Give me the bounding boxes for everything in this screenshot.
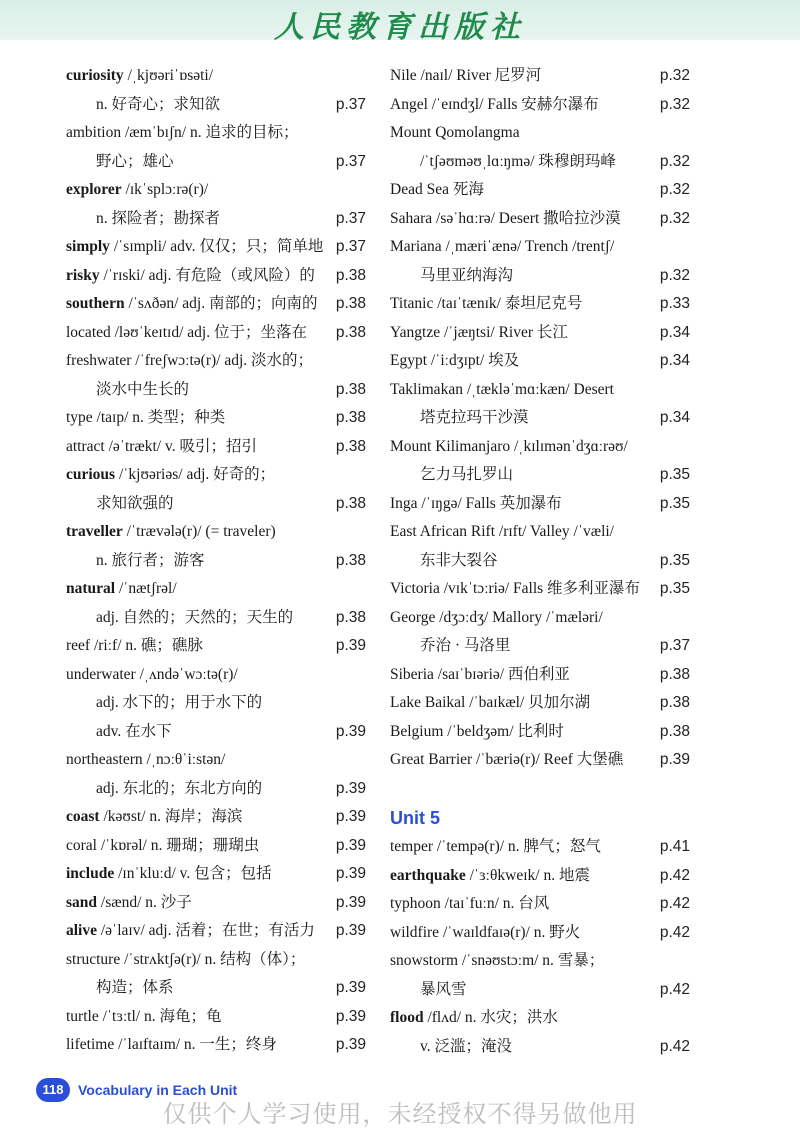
entry-text: [66, 803, 242, 832]
page-reference: p.38: [335, 494, 366, 512]
vocab-line: [390, 233, 690, 262]
entry-definition: /sænd/ n. 沙子: [97, 893, 192, 911]
vocab-line: [66, 860, 366, 889]
entry-definition: /flʌd/ n. 水灾；洪水: [423, 1009, 558, 1026]
entry-definition: lifetime /ˈlaɪftaɪm/ n. 一生；终身: [66, 1036, 277, 1053]
entry-definition: 构造；体系: [96, 979, 174, 996]
page-reference: p.35: [659, 466, 690, 483]
entry-text: [66, 290, 317, 319]
entry-definition: freshwater /ˈfreʃwɔːtə(r)/ adj. 淡水的；: [66, 352, 314, 369]
entry-text: [390, 947, 604, 976]
vocab-line: [66, 718, 366, 747]
vocab-line: [66, 832, 366, 861]
entry-definition: Inga /ˈɪŋgə/ Falls 英加瀑布: [390, 494, 562, 512]
entry-definition: Taklimakan /ˌtækləˈmɑːkæn/ Desert: [390, 380, 614, 398]
page-reference: p.38: [659, 694, 690, 711]
entry-definition: located /ləʊˈkeɪtɪd/ adj. 位于；坐落在: [66, 323, 307, 341]
entry-definition: Mariana /ˌmæriˈænə/ Trench /trentʃ/: [390, 238, 615, 255]
entry-definition: reef /riːf/ n. 礁；礁脉: [66, 637, 203, 654]
entry-text: [390, 1004, 558, 1033]
vocab-column-right: [390, 62, 690, 1061]
page-reference: p.38: [335, 608, 366, 626]
vocab-line: [66, 290, 366, 319]
entry-definition: Nile /naɪl/ River 尼罗河: [390, 67, 542, 84]
vocab-line: [390, 490, 690, 519]
vocab-line: [66, 946, 366, 975]
entry-text: [390, 661, 570, 690]
entry-text: [390, 205, 621, 234]
entry-text: [390, 518, 614, 547]
vocab-line: [390, 1004, 690, 1033]
page-reference: p.39: [335, 836, 366, 854]
entry-text: [390, 689, 590, 718]
entry-text: [66, 832, 259, 861]
vocab-line: [66, 433, 366, 462]
page-reference: p.38: [659, 722, 690, 740]
vocab-line: [66, 262, 366, 291]
entry-text: [66, 91, 220, 120]
vocab-line: [390, 518, 690, 547]
entry-text: [66, 860, 272, 889]
headword: simply: [66, 238, 110, 255]
vocab-line: [66, 319, 366, 348]
entry-definition: /kəʊst/ n. 海岸；海滨: [99, 808, 243, 825]
header-band: [0, 0, 800, 45]
page-reference: p.32: [659, 67, 690, 84]
headword: traveller: [66, 523, 123, 540]
page-reference: p.32: [659, 95, 690, 113]
headword: curiosity: [66, 67, 124, 84]
entry-definition: temper /ˈtempə(r)/ n. 脾气；怒气: [390, 838, 601, 855]
headword: natural: [66, 580, 116, 597]
unit-heading: Unit 5: [390, 808, 441, 828]
headword: curious: [66, 466, 116, 483]
vocab-line: [390, 976, 690, 1005]
entry-definition: 乞力马扎罗山: [420, 466, 514, 483]
entry-text: [390, 632, 510, 661]
entry-definition: structure /ˈstrʌktʃə(r)/ n. 结构（体）；: [66, 950, 306, 968]
vocab-line: [66, 404, 366, 433]
entry-text: [66, 62, 213, 91]
page-reference: p.39: [335, 722, 366, 740]
entry-definition: Great Barrier /ˈbæriə(r)/ Reef 大堡礁: [390, 751, 624, 768]
entry-definition: /əˈlaɪv/ adj. 活着；在世；有活力: [97, 922, 315, 939]
entry-text: [66, 119, 299, 148]
vocab-line: [390, 661, 690, 690]
entry-definition: turtle /ˈtɜːtl/ n. 海龟；龟: [66, 1007, 222, 1025]
page-reference: p.38: [335, 551, 366, 569]
vocab-line: [66, 661, 366, 690]
entry-text: [390, 319, 568, 348]
entry-text: [66, 946, 305, 975]
entry-text: [390, 718, 564, 747]
vocab-line: [66, 347, 366, 376]
vocab-line: [390, 205, 690, 234]
page-reference: p.37: [335, 209, 366, 227]
entry-text: [390, 1033, 512, 1062]
vocab-line: [66, 62, 366, 91]
entry-definition: 乔治 · 马洛里: [420, 637, 511, 654]
vocab-line: [390, 119, 690, 148]
page-reference: p.39: [335, 1036, 366, 1053]
entry-definition: /ˈtʃəʊməʊˌlɑːŋmə/ 珠穆朗玛峰: [420, 152, 616, 170]
vocab-line: [66, 91, 366, 120]
vocab-line: [66, 803, 366, 832]
entry-definition: ambition /æmˈbɪʃn/ n. 追求的目标；: [66, 124, 299, 141]
page-reference: p.39: [335, 779, 366, 797]
entry-text: [66, 518, 276, 547]
vocab-line: [390, 290, 690, 319]
entry-definition: 野心；雄心: [96, 152, 174, 170]
entry-text: [66, 1003, 221, 1032]
entry-definition: adv. 在水下: [96, 722, 172, 740]
headword: sand: [66, 893, 98, 911]
vocab-line: [390, 833, 690, 862]
page-reference: p.42: [659, 1037, 690, 1055]
entry-text: [390, 604, 603, 633]
page-reference: p.39: [335, 979, 366, 996]
page-reference: p.42: [659, 895, 690, 912]
entry-definition: East African Rift /rɪft/ Valley /ˈvæli/: [390, 523, 614, 540]
page-reference: p.39: [335, 637, 366, 654]
vocab-line: [66, 889, 366, 918]
vocab-line: [390, 604, 690, 633]
vocab-line: [66, 917, 366, 946]
entry-text: [66, 604, 293, 633]
page-reference: p.37: [335, 95, 366, 113]
page-reference: p.39: [335, 808, 366, 825]
entry-definition: Lake Baikal /ˈbaɪkæl/ 贝加尔湖: [390, 694, 591, 711]
vocab-line: [390, 262, 690, 291]
page-reference: p.35: [659, 494, 690, 512]
entry-text: [66, 262, 315, 291]
entry-definition: adj. 东北的；东北方向的: [96, 779, 263, 797]
page-reference: p.38: [335, 323, 366, 341]
vocab-line: [390, 746, 690, 775]
entry-definition: Siberia /saɪˈbɪəriə/ 西伯利亚: [390, 665, 570, 683]
vocab-column-left: [66, 62, 366, 1060]
entry-text: [66, 775, 262, 804]
vocab-line: [66, 148, 366, 177]
entry-text: [66, 974, 174, 1003]
vocab-line: [390, 176, 690, 205]
entry-text: [390, 262, 513, 291]
vocab-line: [390, 575, 690, 604]
vocab-line: [66, 490, 366, 519]
vocab-line: [66, 1031, 366, 1060]
entry-definition: Victoria /vɪkˈtɔːriə/ Falls 维多利亚瀑布: [390, 580, 641, 597]
page-reference: p.34: [659, 409, 690, 426]
entry-definition: 塔克拉玛干沙漠: [420, 409, 529, 426]
entry-text: [390, 547, 498, 576]
page-reference: p.32: [659, 266, 690, 284]
vocab-line: [390, 689, 690, 718]
entry-text: [390, 490, 562, 519]
entry-text: [390, 290, 582, 319]
entry-text: [66, 632, 203, 661]
headword: flood: [390, 1009, 424, 1026]
entry-text: [66, 746, 225, 775]
section-title: Vocabulary in Each Unit: [78, 1082, 238, 1098]
entry-text: [66, 205, 220, 234]
entry-text: [66, 547, 205, 576]
entry-text: [390, 575, 640, 604]
entry-definition: /ˈkjʊəriəs/ adj. 好奇的；: [115, 466, 276, 483]
entry-definition: 暴风雪: [420, 980, 467, 998]
entry-text: [66, 376, 189, 405]
entry-definition: Titanic /taɪˈtænɪk/ 泰坦尼克号: [390, 295, 583, 312]
entry-text: [66, 889, 192, 918]
entry-definition: Belgium /ˈbeldʒəm/ 比利时: [390, 722, 564, 740]
page-reference: p.38: [335, 380, 366, 398]
page-number-badge: 118: [36, 1078, 70, 1102]
vocab-line: [390, 862, 690, 891]
entry-text: [390, 91, 599, 120]
entry-definition: 东非大裂谷: [420, 551, 498, 569]
vocab-line: [66, 632, 366, 661]
spacer: [390, 775, 690, 804]
entry-definition: 淡水中生长的: [96, 380, 190, 398]
entry-definition: Sahara /səˈhɑːrə/ Desert 撒哈拉沙漠: [390, 209, 621, 227]
vocab-line: [66, 974, 366, 1003]
headword: southern: [66, 295, 125, 312]
entry-text: [66, 233, 323, 262]
page-reference: p.38: [659, 665, 690, 683]
entry-definition: Mount Qomolangma: [390, 124, 520, 141]
entry-text: [390, 833, 601, 862]
page-reference: p.39: [335, 893, 366, 911]
entry-text: [390, 233, 614, 262]
publisher-logo: 人民教育出版社: [274, 10, 526, 45]
page-reference: p.35: [659, 551, 690, 569]
entry-text: [390, 746, 623, 775]
vocab-line: [66, 233, 366, 262]
page-reference: p.41: [659, 838, 690, 855]
page-reference: p.38: [335, 295, 366, 312]
entry-text: [66, 319, 307, 348]
entry-text: [390, 919, 580, 948]
vocab-line: [390, 461, 690, 490]
entry-text: [66, 490, 174, 519]
entry-definition: /ˈrɪski/ adj. 有危险（或风险）的: [99, 266, 315, 284]
page-reference: p.37: [335, 152, 366, 170]
vocab-line: [66, 746, 366, 775]
entry-definition: adj. 自然的；天然的；天生的: [96, 608, 294, 626]
entry-definition: 马里亚纳海沟: [420, 266, 514, 284]
entry-text: [390, 148, 616, 177]
vocab-line: [390, 62, 690, 91]
vocab-line: [390, 376, 690, 405]
page-reference: p.37: [659, 637, 690, 654]
page-reference: p.35: [659, 580, 690, 597]
entry-text: [66, 148, 174, 177]
page-reference: p.32: [659, 181, 690, 198]
vocab-line: [390, 547, 690, 576]
entry-definition: adj. 水下的；用于水下的: [96, 694, 263, 711]
entry-definition: n. 旅行者；游客: [96, 551, 205, 569]
page-reference: p.32: [659, 209, 690, 227]
vocab-line: [390, 890, 690, 919]
entry-definition: Angel /ˈeɪndʒl/ Falls 安赫尔瀑布: [390, 95, 599, 113]
page-reference: p.38: [335, 437, 366, 455]
vocab-line: [66, 775, 366, 804]
headword: alive: [66, 922, 97, 939]
watermark: 仅供个人学习使用，未经授权不得另做他用: [162, 1100, 638, 1128]
entry-definition: typhoon /taɪˈfuːn/ n. 台风: [390, 895, 550, 912]
entry-definition: /ˈsʌðən/ adj. 南部的；向南的: [124, 295, 318, 312]
page-reference: p.38: [335, 266, 366, 284]
headword: earthquake: [390, 866, 466, 884]
entry-text: [390, 433, 628, 462]
entry-definition: Yangtze /ˈjæŋtsi/ River 长江: [390, 323, 568, 341]
entry-text: [66, 1031, 277, 1060]
vocab-line: [390, 347, 690, 376]
page-reference: p.42: [659, 866, 690, 884]
headword: risky: [66, 266, 100, 284]
entry-definition: n. 好奇心；求知欲: [96, 95, 221, 113]
vocab-line: [66, 575, 366, 604]
vocab-line: [66, 119, 366, 148]
entry-definition: type /taɪp/ n. 类型；种类: [66, 409, 226, 426]
entry-definition: /ˈnætʃrəl/: [115, 580, 177, 597]
entry-definition: n. 探险者；勘探者: [96, 209, 221, 227]
entry-definition: coral /ˈkɒrəl/ n. 珊瑚；珊瑚虫: [66, 836, 260, 854]
page-reference: p.39: [335, 922, 366, 939]
entry-text: [390, 862, 590, 891]
entry-text: [390, 976, 467, 1005]
entry-text: [66, 718, 172, 747]
vocab-line: [390, 919, 690, 948]
vocab-line: [390, 404, 690, 433]
entry-text: [390, 119, 520, 148]
vocab-line: [390, 947, 690, 976]
vocab-line: [390, 148, 690, 177]
vocab-line: [390, 632, 690, 661]
vocab-line: [66, 176, 366, 205]
vocab-line: [66, 461, 366, 490]
entry-definition: /ˌkjʊəriˈɒsəti/: [123, 67, 214, 84]
page-reference: p.42: [659, 923, 690, 941]
entry-definition: attract /əˈtrækt/ v. 吸引；招引: [66, 437, 257, 455]
entry-text: [390, 347, 519, 376]
vocab-line: [66, 376, 366, 405]
entry-definition: wildfire /ˈwaɪldfaɪə(r)/ n. 野火: [390, 923, 581, 941]
entry-text: [66, 176, 208, 205]
page-reference: p.34: [659, 323, 690, 341]
entry-definition: /ɪnˈkluːd/ v. 包含；包括: [114, 865, 272, 882]
vocab-line: [66, 205, 366, 234]
entry-definition: northeastern /ˌnɔːθˈiːstən/: [66, 751, 226, 768]
vocab-line: [66, 547, 366, 576]
entry-text: [390, 62, 541, 91]
page-reference: p.39: [335, 865, 366, 882]
entry-definition: /ˈtrævələ(r)/ (= traveler): [122, 523, 276, 540]
page-reference: p.38: [335, 409, 366, 426]
entry-text: [390, 404, 529, 433]
vocab-line: [390, 319, 690, 348]
vocab-line: [390, 91, 690, 120]
entry-text: [390, 376, 614, 405]
entry-text: [390, 461, 513, 490]
entry-definition: /ˈsɪmpli/ adv. 仅仅；只；简单地: [109, 238, 324, 255]
vocab-line: [66, 604, 366, 633]
vocab-line: [66, 1003, 366, 1032]
entry-text: [66, 661, 238, 690]
entry-definition: snowstorm /ˈsnəʊstɔːm/ n. 雪暴；: [390, 952, 605, 969]
entry-text: [66, 461, 275, 490]
vocab-line: [390, 433, 690, 462]
page-reference: p.37: [335, 238, 366, 255]
entry-text: [66, 433, 257, 462]
entry-text: [66, 575, 177, 604]
entry-definition: 求知欲强的: [96, 494, 174, 512]
page-reference: p.32: [659, 152, 690, 170]
headword: explorer: [66, 181, 122, 198]
page-reference: p.39: [335, 1007, 366, 1025]
headword: include: [66, 865, 115, 882]
vocab-line: [390, 1033, 690, 1062]
page-reference: p.34: [659, 352, 690, 369]
entry-definition: underwater /ˌʌndəˈwɔːtə(r)/: [66, 665, 238, 683]
entry-text: [66, 404, 225, 433]
entry-text: [66, 917, 315, 946]
entry-text: [390, 176, 484, 205]
entry-definition: Dead Sea 死海: [390, 181, 484, 198]
page-reference: p.42: [659, 980, 690, 998]
entry-definition: Egypt /ˈiːdʒɪpt/ 埃及: [390, 352, 520, 369]
page-reference: p.39: [659, 751, 690, 768]
page-reference: p.33: [659, 295, 690, 312]
entry-definition: /ˈɜːθkweɪk/ n. 地震: [465, 866, 590, 884]
entry-definition: Mount Kilimanjaro /ˌkɪlɪmənˈdʒɑːrəʊ/: [390, 437, 628, 455]
headword: coast: [66, 808, 100, 825]
entry-definition: George /dʒɔːdʒ/ Mallory /ˈmæləri/: [390, 608, 603, 626]
entry-text: [66, 689, 262, 718]
vocab-line: [390, 718, 690, 747]
entry-text: [66, 347, 313, 376]
entry-definition: v. 泛滥；淹没: [420, 1037, 512, 1055]
entry-text: [390, 890, 549, 919]
entry-definition: /ɪkˈsplɔːrə(r)/: [121, 181, 209, 198]
vocab-line: [66, 689, 366, 718]
vocab-line: [66, 518, 366, 547]
